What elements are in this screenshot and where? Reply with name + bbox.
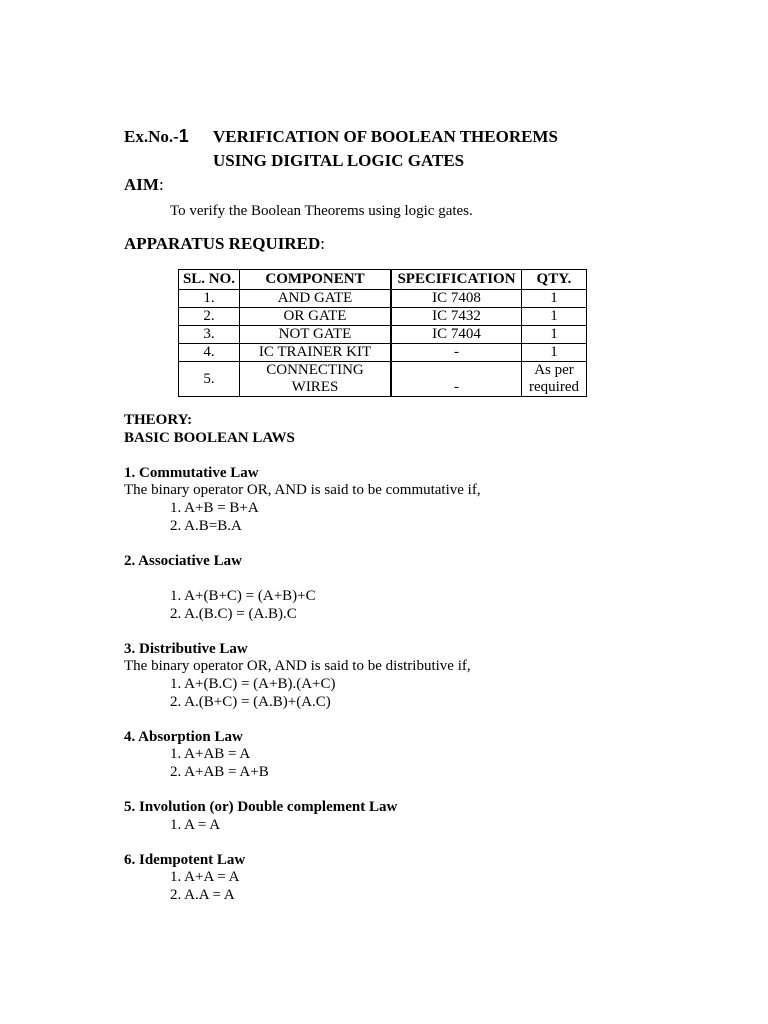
cell-component: NOT GATE [240,326,392,344]
law-title: 3. Distributive Law [124,640,248,657]
table-row [179,362,587,397]
law-item: 2. A+AB = A+B [170,763,269,780]
title-line-2: USING DIGITAL LOGIC GATES [213,151,465,170]
cell-sl: 4. [179,344,240,362]
law-item: 1. A+AB = A [170,746,251,763]
table-row [179,344,587,362]
law-item: 1. A+A = A [170,869,240,886]
aim-heading-colon: : [158,175,164,194]
cell-qty-line-2: required [529,379,579,395]
cell-qty: 1 [522,326,587,344]
cell-specification: - [391,362,522,397]
law-item: 1. A+(B.C) = (A+B).(A+C) [170,675,336,692]
cell-qty: 1 [522,290,587,308]
cell-qty: 1 [522,308,587,326]
exno-prefix: Ex.No.- [124,127,179,146]
theory-heading: THEORY: [124,412,193,428]
cell-sl: 2. [179,308,240,326]
law-intro: The binary operator OR, AND is said to be commutative if, [124,482,481,499]
aim-heading [124,175,164,195]
aim-heading-text: AIM [124,175,159,194]
cell-qty-line-1: As per [534,362,574,378]
law-item: 1. A+B = B+A [170,499,259,516]
cell-specification: IC 7404 [391,326,522,344]
law-title: 4. Absorption Law [124,728,243,745]
law-title: 5. Involution (or) Double complement Law [124,799,398,816]
law-item: 2. A.(B+C) = (A.B)+(A.C) [170,693,331,710]
cell-qty [522,362,587,397]
cell-component: IC TRAINER KIT [240,344,392,362]
law-item: 2. A.(B.C) = (A.B).C [170,605,297,622]
apparatus-heading-colon: : [320,234,326,253]
title-line-1: VERIFICATION OF BOOLEAN THEOREMS [213,127,558,146]
cell-sl: 1. [179,290,240,308]
law-item: 1. A = A [170,816,221,833]
column-header-specification: SPECIFICATION [391,270,522,290]
apparatus-heading-text: APPARATUS REQUIRED [124,234,321,253]
law-title: 2. Associative Law [124,552,242,569]
cell-specification: - [391,344,522,362]
exno-number: 1 [178,126,189,146]
law-title: 6. Idempotent Law [124,851,246,868]
law-item: 1. A+(B+C) = (A+B)+C [170,587,316,604]
cell-specification: IC 7408 [391,290,522,308]
theory-section [124,412,724,905]
apparatus-table [178,269,587,397]
cell-component: OR GATE [240,308,392,326]
theory-subheading: BASIC BOOLEAN LAWS [124,429,295,446]
experiment-number [124,126,189,147]
cell-qty: 1 [522,344,587,362]
cell-sl: 3. [179,326,240,344]
column-header-qty: QTY. [522,270,587,290]
law-item: 2. A.B=B.A [170,517,242,534]
cell-specification: IC 7432 [391,308,522,326]
cell-component: AND GATE [240,290,392,308]
cell-sl: 5. [179,362,240,397]
table-row [179,326,587,344]
cell-component: CONNECTING WIRES [240,362,392,397]
table-header-row [179,270,587,290]
column-header-sl: SL. NO. [179,270,240,290]
law-item: 2. A.A = A [170,887,235,904]
column-header-component: COMPONENT [240,270,392,290]
table-row [179,290,587,308]
aim-text: To verify the Boolean Theorems using logic gates. [170,203,473,219]
law-intro: The binary operator OR, AND is said to be distributive if, [124,658,471,675]
law-title: 1. Commutative Law [124,464,259,481]
table-row [179,308,587,326]
apparatus-heading [124,234,325,254]
